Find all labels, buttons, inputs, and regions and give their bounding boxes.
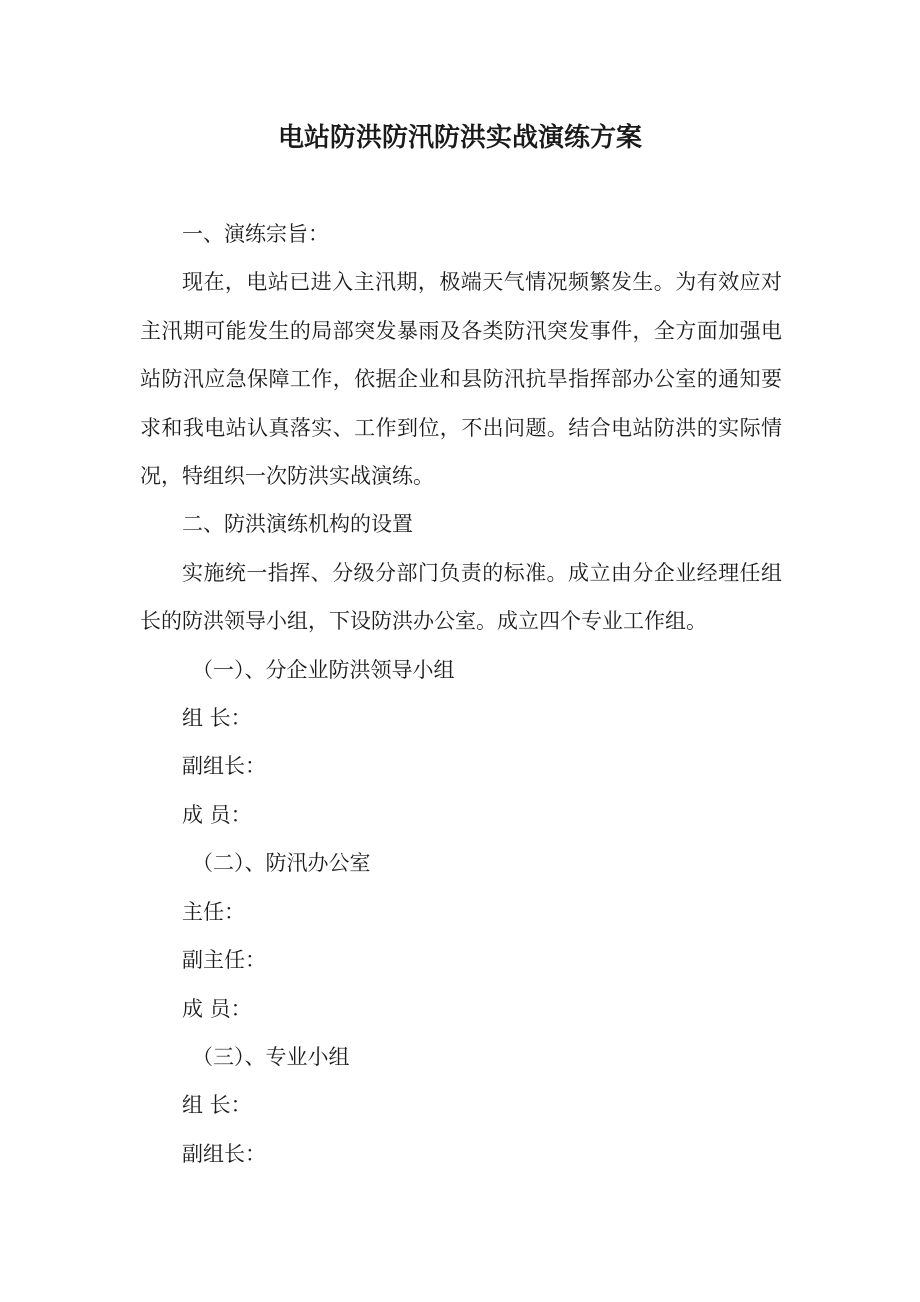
subsection-heading-specialist-groups: （三）、专业小组: [192, 1044, 350, 1069]
field-deputy-group-leader: 副组长：: [182, 754, 266, 779]
section-heading-organization: 二、防洪演练机构的设置: [182, 512, 413, 537]
section-heading-purpose: 一、演练宗旨：: [182, 222, 329, 246]
field-specialist-group-leader: 组 长：: [182, 1093, 252, 1118]
field-group-leader: 组 长：: [182, 706, 252, 731]
document-title: 电站防洪防汛防洪实战演练方案: [277, 123, 642, 153]
document-body: [140, 210, 782, 1178]
field-members: 成 员：: [182, 802, 252, 827]
field-specialist-deputy-group-leader: 副组长：: [182, 1141, 266, 1166]
purpose-paragraph: 现在，电站已进入主汛期，极端天气情况频繁发生。为有效应对主汛期可能发生的局部突发暴雨及各类防汛突发事件，全方面加强电站防汛应急保障工作，依据企业和县防汛抗旱指挥部办公室的通知要求和我电站认真落实、工作到位，不出问题。结合电站防洪的实际情况，特组织一次防洪实战演练。: [140, 270, 782, 489]
field-director: 主任：: [182, 899, 245, 924]
field-office-members: 成 员：: [182, 996, 252, 1021]
subsection-heading-flood-office: （二）、防汛办公室: [192, 851, 371, 876]
field-deputy-director: 副主任：: [182, 948, 266, 973]
organization-paragraph: 实施统一指挥、分级分部门负责的标准。成立由分企业经理任组长的防洪领导小组，下设防洪办公室。成立四个专业工作组。: [140, 560, 782, 634]
subsection-heading-leadership-group: （一）、分企业防洪领导小组: [192, 657, 455, 682]
